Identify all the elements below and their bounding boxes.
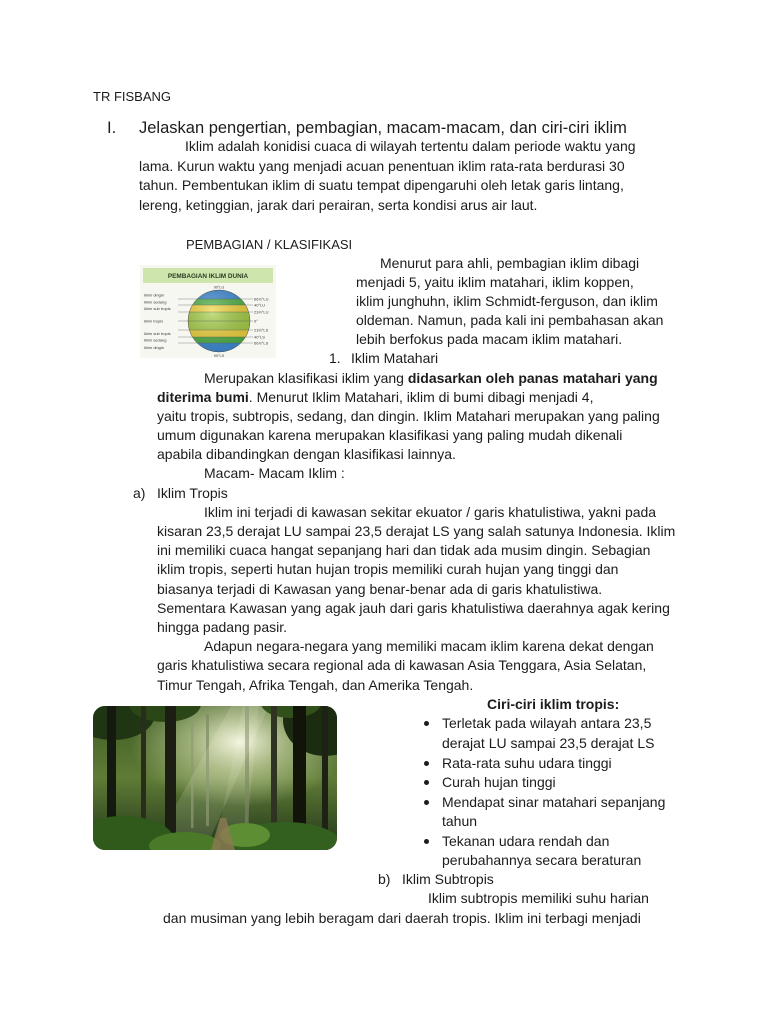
latitude-label: 0° xyxy=(254,318,258,324)
zone-label: Iklim sub tropis xyxy=(144,305,171,311)
list-item-line: perubahannya secara beraturan xyxy=(442,852,642,868)
south-pole-label: 90°LS xyxy=(213,354,225,358)
document-header: TR FISBANG xyxy=(93,89,172,104)
zone-label: Iklim sub tropis xyxy=(144,330,171,336)
rainforest-photo xyxy=(93,706,337,850)
paragraph-line: Iklim adalah konidisi cuaca di wilayah tertentu dalam periode waktu yang xyxy=(185,138,636,154)
subsection-title-iklim-matahari: Iklim Matahari xyxy=(351,350,439,366)
ciri-ciri-heading: Ciri-ciri iklim tropis: xyxy=(487,696,620,712)
latitude-label: 40°LS xyxy=(254,334,265,340)
zone-label: Iklim dingin xyxy=(144,344,165,350)
paragraph-line: apabila dibandingkan dengan klasifikasi lainnya. xyxy=(157,446,456,462)
paragraph-line: Timur Tengah, Afrika Tengah, dan Amerika Tengah. xyxy=(157,677,474,693)
paragraph-line: oldeman. Namun, pada kali ini pembahasan akan xyxy=(356,312,664,328)
text-normal: . Menurut Iklim Matahari, iklim di bumi dibagi menjadi 4, xyxy=(248,389,594,405)
list-item-line: Mendapat sinar matahari sepanjang xyxy=(442,794,666,810)
paragraph-line: iklim junghuhn, iklim Schmidt-ferguson, dan iklim xyxy=(356,293,658,309)
zone-label: Iklim dingin xyxy=(144,292,165,298)
paragraph-line: lereng, ketinggian, jarak dari perairan, serta kondisi arus air laut. xyxy=(139,197,538,213)
paragraph-line: Adapun negara-negara yang memiliki macam iklim karena dekat dengan xyxy=(204,638,654,654)
north-pole-label: 90°LU xyxy=(213,285,225,290)
paragraph-line: tahun. Pembentukan iklim di suatu tempat dipengaruhi oleh letak garis lintang, xyxy=(139,177,624,193)
paragraph-line: Iklim subtropis memiliki suhu harian xyxy=(428,890,649,906)
subsection-title-iklim-subtropis: Iklim Subtropis xyxy=(402,871,494,887)
list-item-line: derajat LU sampai 23,5 derajat LS xyxy=(442,735,655,751)
paragraph-line: biasanya terjadi di Kawasan yang benar-benar ada di garis khatulistiwa. xyxy=(157,581,603,597)
paragraph-line: kisaran 23,5 derajat LU sampai 23,5 derajat LS yang salah satunya Indonesia. Iklim xyxy=(157,523,676,539)
question-title: Jelaskan pengertian, pembagian, macam-macam, dan ciri-ciri iklim xyxy=(139,119,627,137)
latitude-label: 66½°LS xyxy=(254,340,269,346)
zone-label: Iklim sedang xyxy=(144,299,167,305)
zone-label: Iklim sedang xyxy=(144,337,167,343)
tree-trunk xyxy=(141,706,146,836)
paragraph-line: lebih berfokus pada macam iklim matahari. xyxy=(356,331,623,347)
latitude-label: 23½°LS xyxy=(254,327,269,333)
paragraph-line: Menurut para ahli, pembagian iklim dibagi xyxy=(380,255,640,271)
latitude-label: 40°LU xyxy=(254,302,266,308)
zone-label: Iklim tropis xyxy=(144,318,164,324)
figure-title: PEMBAGIAN IKLIM DUNIA xyxy=(167,273,249,280)
paragraph-line xyxy=(204,369,658,388)
text-bold: didasarkan oleh panas matahari yang xyxy=(407,370,658,386)
bullet-icon xyxy=(424,800,429,805)
text-bold: diterima bumi xyxy=(157,389,249,405)
climate-zones-figure xyxy=(140,265,276,358)
list-number: 1. xyxy=(329,350,341,366)
list-item-line: Terletak pada wilayah antara 23,5 xyxy=(442,715,652,731)
paragraph-line: Iklim ini terjadi di kawasan sekitar ekuator / garis khatulistiwa, yakni pada xyxy=(204,504,657,520)
text-normal: Merupakan klasifikasi iklim yang xyxy=(204,370,404,386)
paragraph-line: yaitu tropis, subtropis, sedang, dan dingin. Iklim Matahari merupakan yang paling xyxy=(157,408,660,424)
list-item-line: Tekanan udara rendah dan xyxy=(442,833,610,849)
list-marker: b) xyxy=(378,871,391,887)
bullet-icon xyxy=(424,721,429,726)
section-heading-pembagian: PEMBAGIAN / KLASIFIKASI xyxy=(186,237,353,252)
latitude-label: 23½°LU xyxy=(254,309,269,315)
paragraph-line: hingga padang pasir. xyxy=(157,619,287,635)
list-item-line: Curah hujan tinggi xyxy=(442,774,556,790)
paragraph-line: Sementara Kawasan yang agak jauh dari garis khatulistiwa daerahnya agak kering xyxy=(157,600,670,616)
paragraph-line: menjadi 5, yaitu iklim matahari, iklim koppen, xyxy=(356,274,634,290)
question-number: I. xyxy=(107,119,117,137)
subsection-title-iklim-tropis: Iklim Tropis xyxy=(157,485,228,501)
macam-iklim-heading: Macam- Macam Iklim : xyxy=(204,465,345,481)
tree-trunk xyxy=(271,706,277,841)
paragraph-line: garis khatulistiwa secara regional ada di kawasan Asia Tenggara, Asia Selatan, xyxy=(157,657,647,673)
paragraph-line: lama. Kurun waktu yang menjadi acuan penentuan iklim rata-rata berdurasi 30 xyxy=(139,158,625,174)
paragraph-line: umum digunakan karena merupakan klasifikasi yang paling mudah dikenali xyxy=(157,427,623,443)
paragraph-line: ini memiliki cuaca hangat sepanjang hari dan tidak ada musim dingin. Sebagian xyxy=(157,542,651,558)
bullet-icon xyxy=(424,761,429,766)
bullet-icon xyxy=(424,780,429,785)
paragraph-line xyxy=(157,388,594,407)
list-marker: a) xyxy=(133,485,146,501)
paragraph-line: iklim tropis, seperti hutan hujan tropis memiliki curah hujan yang tinggi dan xyxy=(157,561,619,577)
latitude-label: 66½°LU xyxy=(254,296,269,302)
paragraph-line: dan musiman yang lebih beragam dari daerah tropis. Iklim ini terbagi menjadi xyxy=(163,910,641,926)
list-item-line: Rata-rata suhu udara tinggi xyxy=(442,755,612,771)
bullet-icon xyxy=(424,839,429,844)
list-item-line: tahun xyxy=(442,813,478,829)
